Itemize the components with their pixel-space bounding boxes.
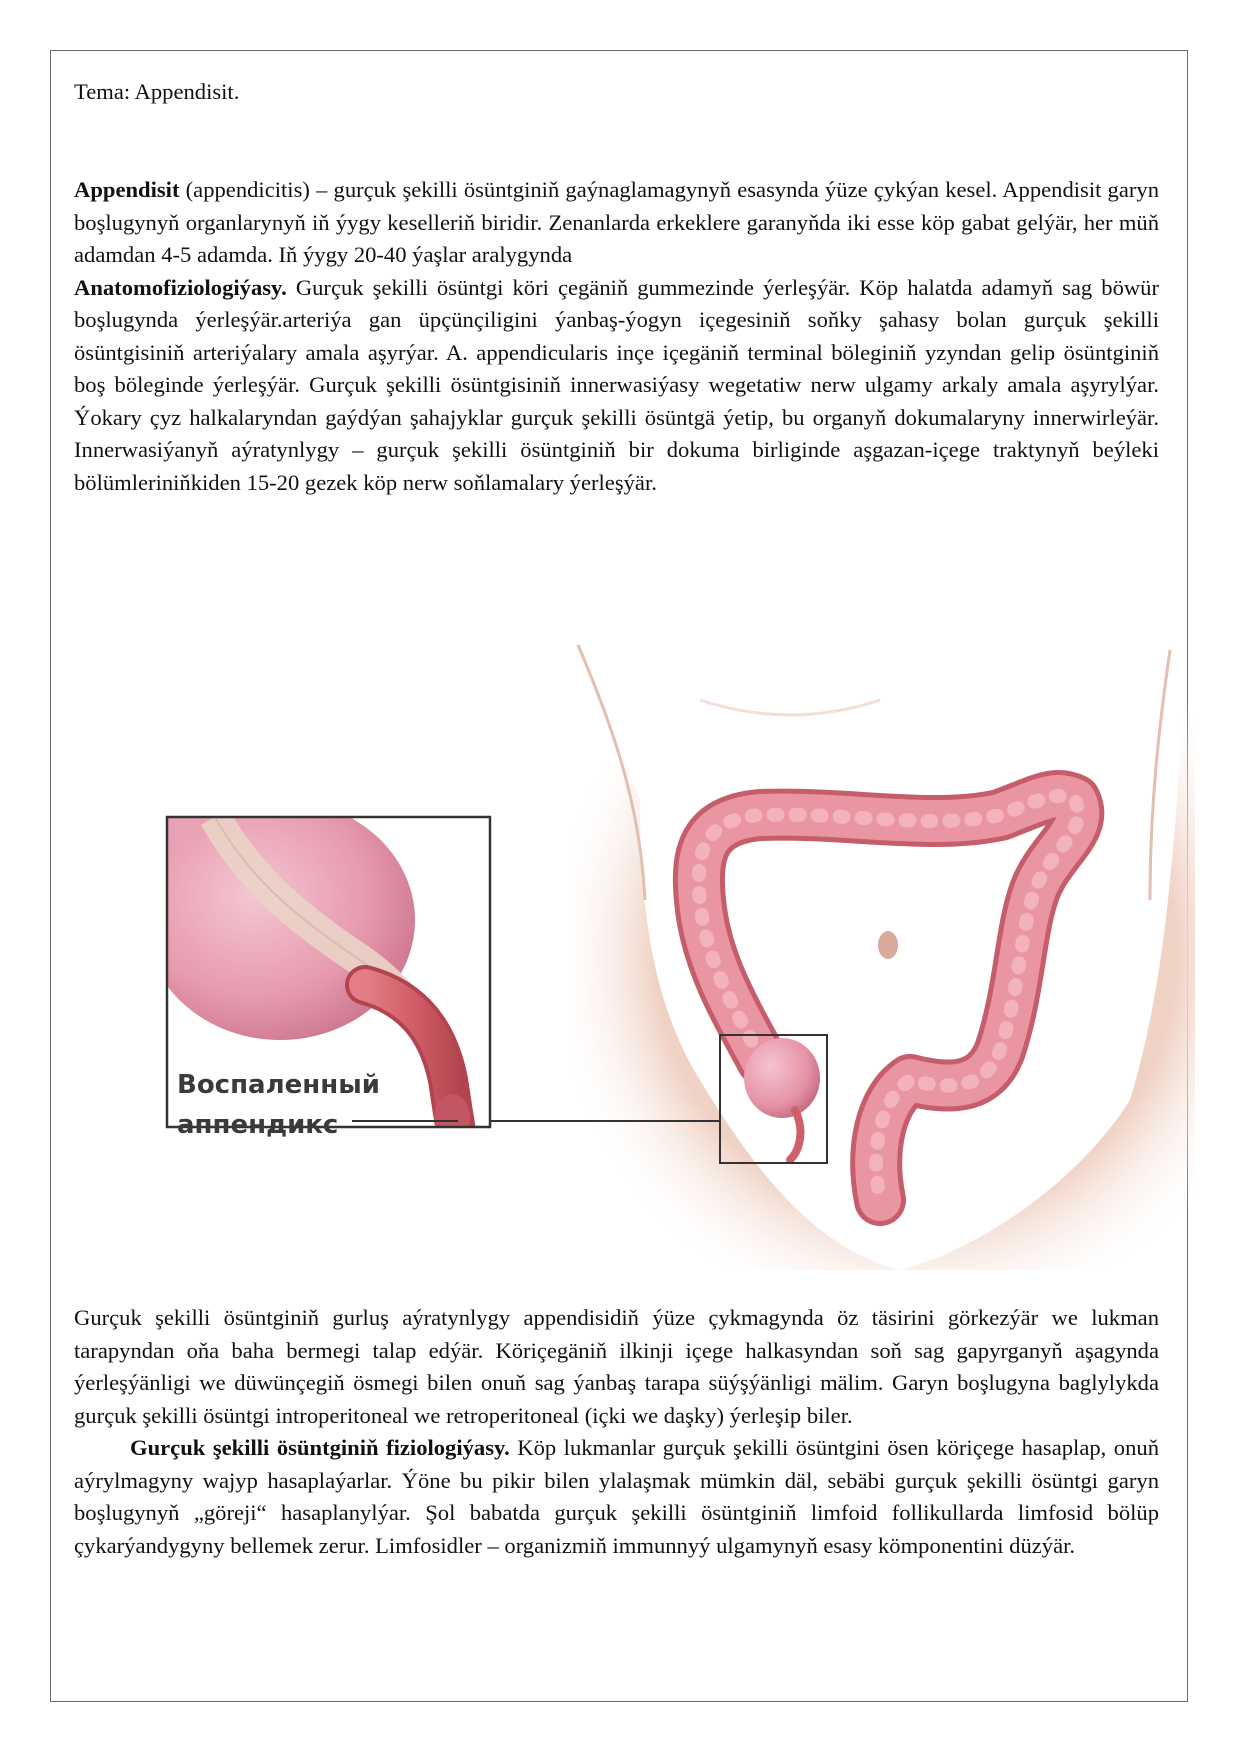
figure-label-line2: аппендикс [177, 1110, 339, 1140]
inset-zoom [130, 710, 490, 1150]
heading-anatomy: Anatomofiziologiýasy. [74, 274, 287, 300]
figure-label-line1: Воспаленный [177, 1070, 380, 1100]
term-appendisit: Appendisit [74, 177, 180, 202]
title-text: Tema: Appendisit. [74, 79, 240, 104]
navel [878, 931, 898, 959]
section-structure [74, 1302, 1159, 1562]
physiology-text: Köp lukmanlar gurçuk şekilli ösüntgini ösen köriçege hasaplap, onuň aýrylmagyny wajyp hasaplaýarlar. Ýöne bu pikir bilen ylalaşmak mümkin däl, sebäbi gurçuk şekilli ösüntgi garyn boşlugynyň „göreji“ hasaplanylýar. Şol babatda gurçuk şekilli ösüntginiň limfoid follikullarda limfosid bölüp çykarýandygyny bellemek zerur. Limfosidler – organizmiň immunnyý ulgamynyň esasy kömponentini düzýär. [74, 1435, 1159, 1558]
definition-text: (appendicitis) – gurçuk şekilli ösüntginiň gaýnaglamagynyň esasynda ýüze çykýan kesel. Appendisit garyn boşlugynyň organlarynyň iň ýygy kesellerіň biridir. Zenanlarda erkeklere garanyňda iki esse köp gabat gelýär, her müň adamdan 4-5 adamda. Iň ýygy 20-40 ýaşlar aralygynda [74, 177, 1159, 267]
paragraph-physiology [74, 1432, 1159, 1562]
cecum-small [744, 1038, 820, 1118]
paragraph-structure: Gurçuk şekilli ösüntginiň gurluş aýratynlygy appendisidiň ýüze çykmagynda öz täsirini görkezýär we lukman tarapyndan oňa baha bermegi talap edýär. Köriçegäniň ilkinji içege halkasyndan soň sag gapyrganyň aşagynda ýerleşýänligi we düwünçegiň ösmegi bilen onuň sag ýanbaş tarapa süýşýänligi mälim. Garyn boşlugyna baglylykda gurçuk şekilli ösüntgi introperitoneal we retroperitoneal (içki we daşky) ýerleşip biler. [74, 1305, 1159, 1428]
colon-illustration [699, 796, 1078, 1200]
anatomy-text: Gurçuk şekilli ösüntgi köri çegäniň gummezinde ýerleşýär. Köp halatda adamyň sag böwür boşlugynda ýerleşýär.arteriýa gan üpçünçiligini ýanbaş-ýogyn içegesiniň soňky şahasy bolan gurçuk şekilli ösüntgisiniň arteriýalary amala aşyrýar. A. appendicularis inçe içegäniň terminal böleginiň yzyndan gelip ösüntginiň boş böleginde ýerleşýär. Gurçuk şekilli ösüntgisiniň innerwasiýasy wegetatiw nerw ulgamy arkaly amala aşyrylýar. Ýokary çyz halkalaryndan gaýdýan şahajyklar gurçuk şekilli ösüntgä ýetip, bu organyň dokumalaryny innerwirleýär. Innerwasiýanyň aýratynlygy – gurçuk şekilli ösüntginiň bir dokuma birliginde aşgazan-içege traktynyň beýleki bölümleriniňkiden 15-20 gezek köp nerw soňlamalary ýerleşýär. [74, 274, 1159, 495]
heading-physiology: Gurçuk şekilli ösüntginiň fiziologiýasy. [130, 1435, 510, 1460]
appendix-small [790, 1110, 800, 1160]
